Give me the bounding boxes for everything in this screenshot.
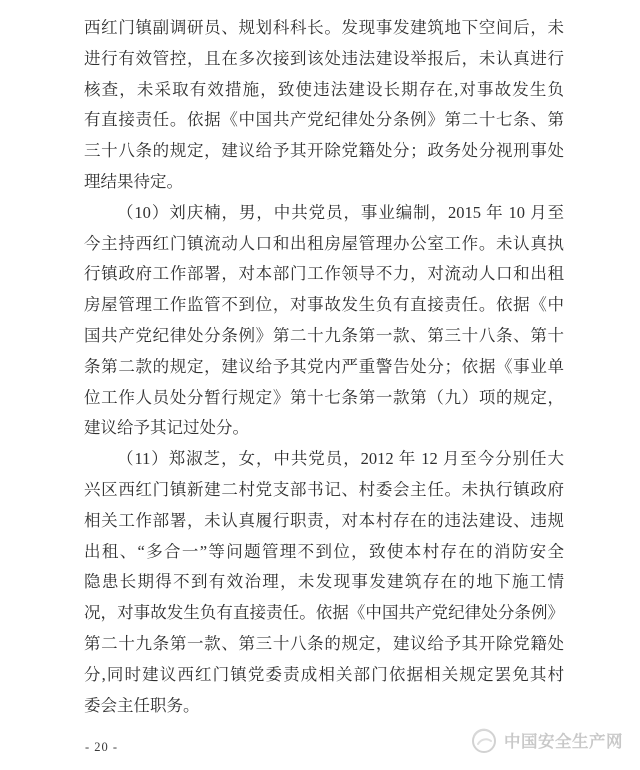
text-line: 三十八条的规定，建议给予其开除党籍处分；政务处分视刑事处 bbox=[84, 141, 564, 161]
text-line: 理结果待定。 bbox=[84, 171, 183, 191]
text-line: 隐患长期得不到有效治理，未发现事发建筑存在的地下施工情 bbox=[84, 572, 564, 592]
text-line: 分,同时建议西红门镇党委责成相关部门依据相关规定罢免其村 bbox=[84, 664, 564, 684]
document-body bbox=[84, 13, 564, 721]
text-line: 建议给予其记过处分。 bbox=[84, 418, 249, 438]
text-line: 出租、“多合一”等问题管理不到位，致使本村存在的消防安全 bbox=[84, 541, 564, 561]
text-line: （11）郑淑芝，女，中共党员，2012 年 12 月至今分别任大 bbox=[117, 449, 564, 469]
watermark bbox=[468, 724, 623, 756]
text-line: 位工作人员处分暂行规定》第十七条第一款第（九）项的规定， bbox=[84, 387, 564, 407]
text-line: 行镇政府工作部署，对本部门工作领导不力，对流动人口和出租 bbox=[84, 264, 564, 284]
safety-net-emblem-icon bbox=[468, 724, 498, 756]
text-line: 今主持西红门镇流动人口和出租房屋管理办公室工作。未认真执 bbox=[84, 233, 564, 253]
text-line: 委会主任职务。 bbox=[84, 695, 200, 715]
text-line: 条第二款的规定，建议给予其党内严重警告处分；依据《事业单 bbox=[84, 356, 564, 376]
paragraph bbox=[84, 444, 564, 721]
paragraph bbox=[84, 13, 564, 198]
text-line: 进行有效管控，且在多次接到该处违法建设举报后，未认真进行 bbox=[84, 48, 564, 68]
watermark-text: 中国安全生产网 bbox=[504, 733, 623, 751]
text-line: 第二十九条第一款、第三十八条的规定，建议给予其开除党籍处 bbox=[84, 633, 564, 653]
text-line: 国共产党纪律处分条例》第二十九条第一款、第三十八条、第十 bbox=[84, 325, 564, 345]
text-line: 房屋管理工作监管不到位，对事故发生负有直接责任。依据《中 bbox=[84, 295, 564, 315]
paragraph bbox=[84, 198, 564, 444]
text-line: 西红门镇副调研员、规划科科长。发现事发建筑地下空间后，未 bbox=[84, 18, 564, 37]
text-line: 兴区西红门镇新建二村党支部书记、村委会主任。未执行镇政府 bbox=[84, 479, 564, 499]
text-line: 有直接责任。依据《中国共产党纪律处分条例》第二十七条、第 bbox=[84, 110, 564, 130]
text-line: 核查，未采取有效措施，致使违法建设长期存在,对事故发生负 bbox=[84, 79, 564, 99]
text-line: 况，对事故发生负有直接责任。依据《中国共产党纪律处分条例》 bbox=[84, 603, 564, 623]
text-line: （10）刘庆楠，男，中共党员，事业编制，2015 年 10 月至 bbox=[117, 202, 564, 222]
text-line: 相关工作部署，未认真履行职责，对本村存在的违法建设、违规 bbox=[84, 510, 564, 530]
page-number: - 20 - bbox=[85, 740, 119, 754]
